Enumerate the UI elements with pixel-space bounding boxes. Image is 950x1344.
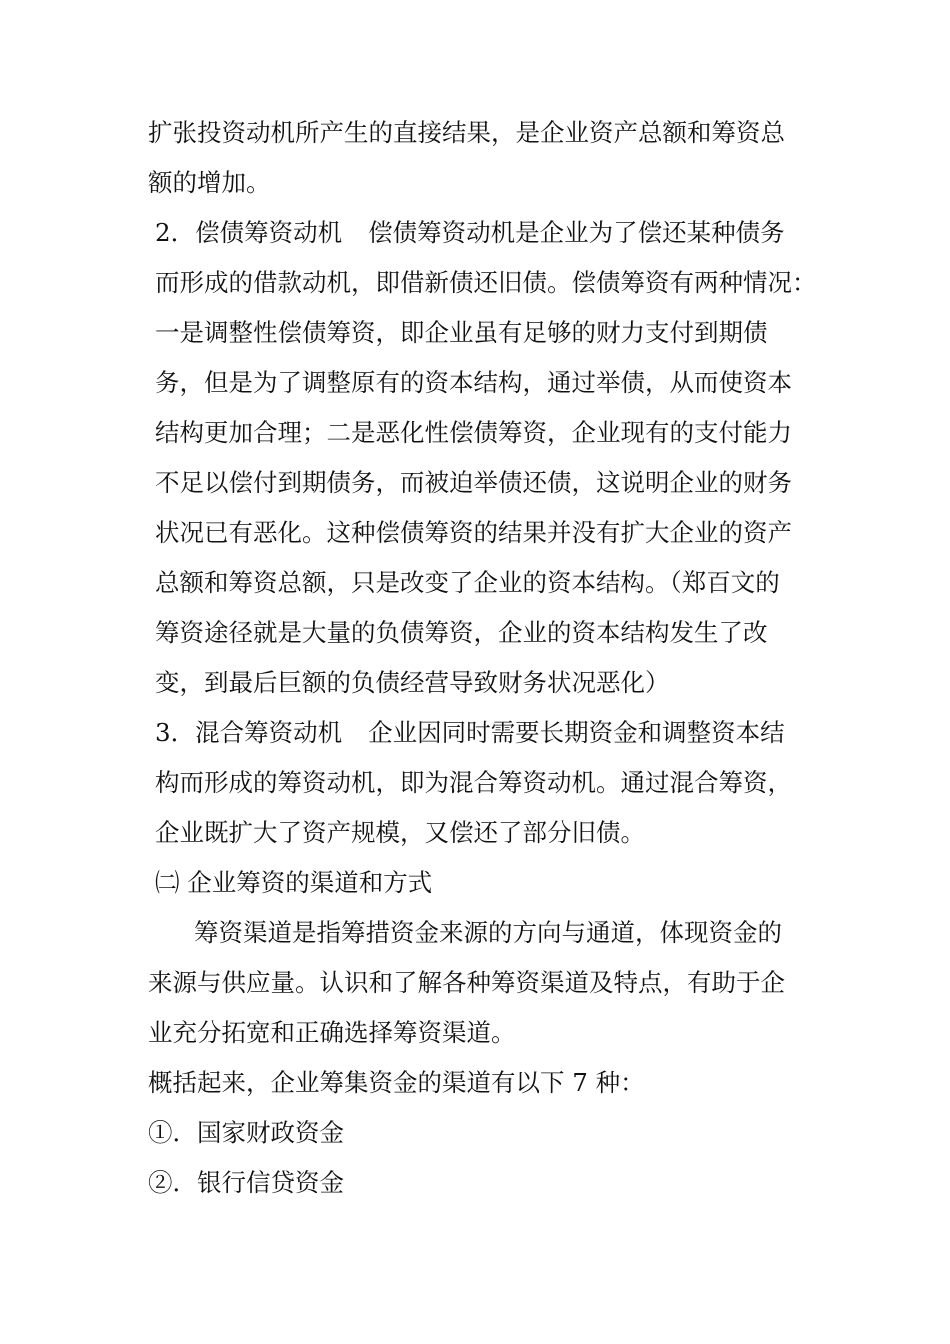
text-line: 来源与供应量。认识和了解各种筹资渠道及特点，有助于企 bbox=[148, 968, 785, 997]
text-line: 状况已有恶化。这种偿债筹资的结果并没有扩大企业的资产 bbox=[155, 518, 792, 547]
section-heading: 3．混合筹资动机 bbox=[155, 718, 343, 747]
section-heading-line bbox=[155, 716, 785, 750]
text-line: 结构更加合理；二是恶化性偿债筹资，企业现有的支付能力 bbox=[155, 418, 792, 447]
list-item: ②．银行信贷资金 bbox=[148, 1168, 344, 1197]
section-text: 企业因同时需要长期资金和调整资本结 bbox=[368, 718, 785, 747]
subsection-heading: ㈡ 企业筹资的渠道和方式 bbox=[155, 868, 433, 897]
text-line: 一是调整性偿债筹资，即企业虽有足够的财力支付到期债 bbox=[155, 318, 768, 347]
text-line: 变，到最后巨额的负债经营导致财务状况恶化） bbox=[155, 668, 670, 697]
text-line: 不足以偿付到期债务，而被迫举债还债，这说明企业的财务 bbox=[155, 468, 792, 497]
paragraph-first-line: 筹资渠道是指筹措资金来源的方向与通道，体现资金的 bbox=[194, 918, 782, 947]
section-heading: 2．偿债筹资动机 bbox=[155, 218, 343, 247]
text-line: 总额和筹资总额，只是改变了企业的资本结构。（郑百文的 bbox=[155, 568, 780, 597]
section-text: 偿债筹资动机是企业为了偿还某种债务 bbox=[368, 218, 785, 247]
section-heading-line bbox=[155, 216, 785, 250]
text-line: 筹资途径就是大量的负债筹资，企业的资本结构发生了改 bbox=[155, 618, 768, 647]
text-line: 务，但是为了调整原有的资本结构，通过举债，从而使资本 bbox=[155, 368, 792, 397]
text-line: 业充分拓宽和正确选择筹资渠道。 bbox=[148, 1018, 516, 1047]
text-line: 构而形成的筹资动机，即为混合筹资动机。通过混合筹资， bbox=[155, 768, 792, 797]
text-line: 而形成的借款动机，即借新债还旧债。偿债筹资有两种情况： bbox=[155, 268, 817, 297]
text-line: 扩张投资动机所产生的直接结果，是企业资产总额和筹资总 bbox=[148, 118, 785, 147]
text-line: 额的增加。 bbox=[148, 168, 271, 197]
text-line: 概括起来，企业筹集资金的渠道有以下 7 种： bbox=[148, 1068, 645, 1097]
list-item: ①．国家财政资金 bbox=[148, 1118, 344, 1147]
text-line: 企业既扩大了资产规模，又偿还了部分旧债。 bbox=[155, 818, 645, 847]
